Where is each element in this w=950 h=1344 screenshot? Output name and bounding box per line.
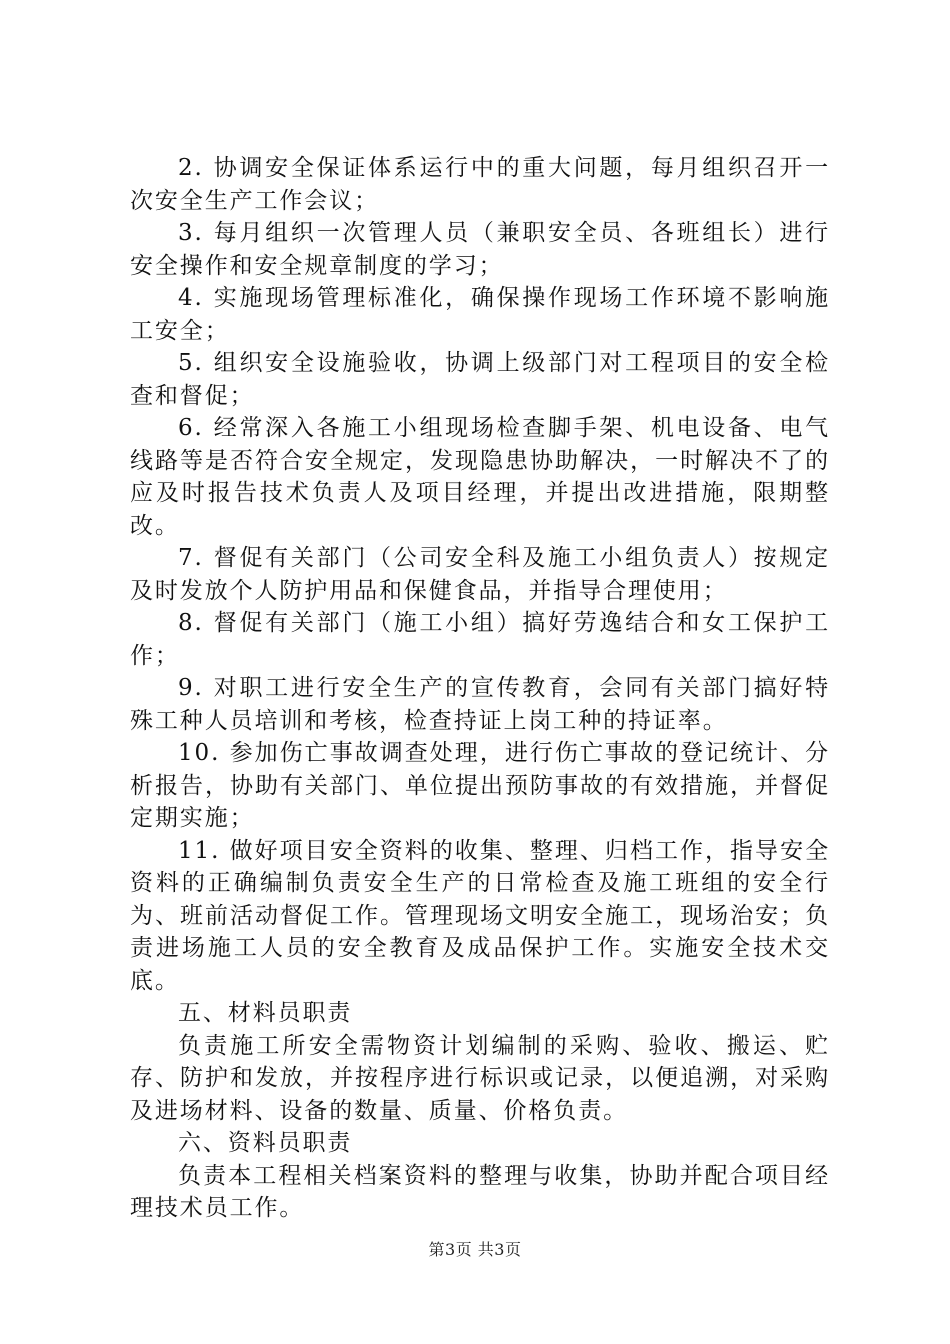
paragraph-item-10: 10. 参加伤亡事故调查处理，进行伤亡事故的登记统计、分析报告，协助有关部门、单位提出预防事故的有效措施，并督促定期实施； <box>130 740 830 831</box>
paragraph-item-7: 7. 督促有关部门（公司安全科及施工小组负责人）按规定及时发放个人防护用品和保健食品，并指导合理使用； <box>130 545 830 604</box>
section-heading-records: 六、资料员职责 <box>178 1130 353 1156</box>
paragraph-item-5: 5. 组织安全设施验收，协调上级部门对工程项目的安全检查和督促； <box>130 350 830 409</box>
paragraph-item-6: 6. 经常深入各施工小组现场检查脚手架、机电设备、电气线路等是否符合安全规定，发现隐患协助解决，一时解决不了的应及时报告技术负责人及项目经理，并提出改进措施，限期整改。 <box>130 415 830 539</box>
section-heading-materials: 五、材料员职责 <box>178 1000 353 1026</box>
document-body <box>130 152 830 1225</box>
paragraph-item-2: 2. 协调安全保证体系运行中的重大问题，每月组织召开一次安全生产工作会议； <box>130 155 830 214</box>
paragraph-item-8: 8. 督促有关部门（施工小组）搞好劳逸结合和女工保护工作； <box>130 610 830 669</box>
page-footer: 第3页 共3页 <box>428 1240 522 1259</box>
paragraph-item-4: 4. 实施现场管理标准化，确保操作现场工作环境不影响施工安全； <box>130 285 830 344</box>
paragraph-materials-duty: 负责施工所安全需物资计划编制的采购、验收、搬运、贮存、防护和发放，并按程序进行标识或记录，以便追溯，对采购及进场材料、设备的数量、质量、价格负责。 <box>130 1032 830 1124</box>
paragraph-item-9: 9. 对职工进行安全生产的宣传教育，会同有关部门搞好特殊工种人员培训和考核，检查持证上岗工种的持证率。 <box>130 675 830 734</box>
paragraph-item-3: 3. 每月组织一次管理人员（兼职安全员、各班组长）进行安全操作和安全规章制度的学习； <box>130 220 830 279</box>
paragraph-records-duty: 负责本工程相关档案资料的整理与收集，协助并配合项目经理技术员工作。 <box>130 1162 830 1221</box>
paragraph-item-11: 11. 做好项目安全资料的收集、整理、归档工作，指导安全资料的正确编制负责安全生产的日常检查及施工班组的安全行为、班前活动督促工作。管理现场文明安全施工，现场治安；负责进场施工人员的安全教育及成品保护工作。实施安全技术交底。 <box>130 837 830 994</box>
